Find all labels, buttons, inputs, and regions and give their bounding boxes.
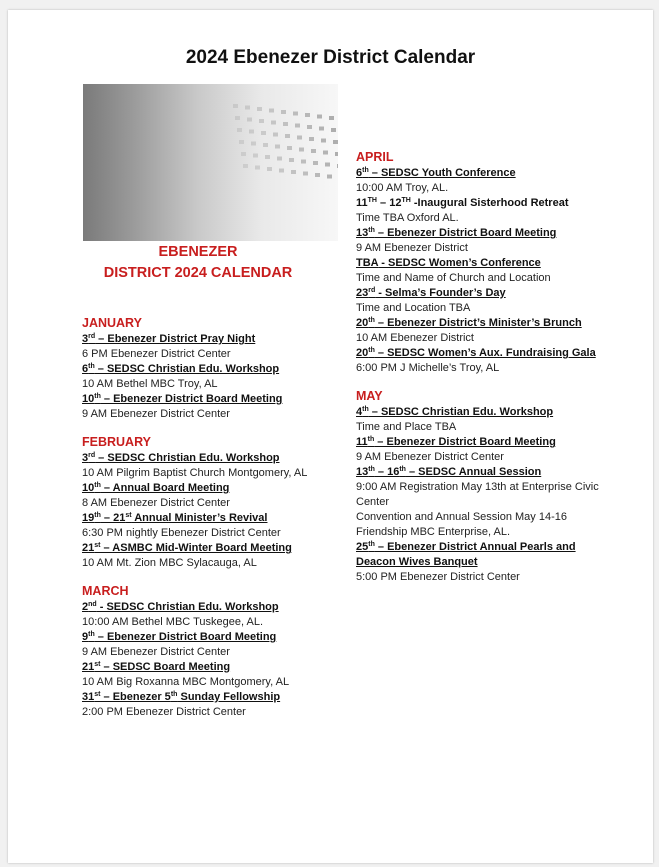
event-title [82, 392, 342, 407]
event-day: TBA [356, 257, 379, 269]
event-day: 13 [356, 466, 369, 478]
event-day: 4 [356, 406, 363, 418]
event-name: – Ebenezer District’s Minister’s Brunch [374, 317, 582, 329]
event-title [82, 451, 342, 466]
event-title [82, 600, 342, 615]
event-title [82, 690, 342, 705]
event-title [82, 332, 342, 347]
event-day: 10 [82, 482, 95, 494]
event-detail: 9:00 AM Registration May 13th at Enterprise Civic Center [356, 481, 599, 508]
event-end-day-suffix: st [125, 512, 132, 519]
event-title [82, 630, 342, 645]
event-name: – Ebenezer 5 [100, 691, 171, 703]
event-name: - Selma’s Founder’s Day [375, 287, 506, 299]
event-day: 31 [82, 691, 95, 703]
event-day-suffix: th [368, 466, 375, 473]
event-detail: 10 AM Pilgrim Baptist Church Montgomery, AL [82, 467, 308, 479]
event-detail: 8 AM Ebenezer District Center [82, 497, 230, 509]
event-title [82, 541, 342, 556]
event-day-suffix: rd [88, 333, 96, 340]
event-day-suffix: th [362, 167, 369, 174]
left-column [82, 316, 342, 720]
event-day-suffix: st [94, 661, 101, 668]
event-name: – Ebenezer District Board Meeting [100, 393, 283, 405]
event-title [356, 286, 611, 301]
month-spacer [82, 571, 342, 584]
event-title [82, 660, 342, 675]
event-name: – SEDSC Christian Edu. Workshop [368, 406, 554, 418]
event-day-suffix: th [88, 363, 95, 370]
month-heading: MARCH [82, 584, 129, 598]
event-detail: 10 AM Mt. Zion MBC Sylacauga, AL [82, 557, 257, 569]
event-detail: Time and Location TBA [356, 302, 471, 314]
event-title [82, 481, 342, 496]
month-heading: JANUARY [82, 316, 142, 330]
event-detail: 5:00 PM Ebenezer District Center [356, 571, 520, 583]
event-end-day-suffix: th [170, 691, 178, 698]
event-day-suffix: th [368, 227, 375, 234]
event-day-suffix: st [94, 542, 101, 549]
event-day-suffix: th [88, 631, 95, 638]
event-detail: 9 AM Ebenezer District [356, 242, 468, 254]
event-day-suffix: st [94, 691, 101, 698]
event-title [356, 316, 611, 331]
event-name-cont: Annual Minister’s Revival [131, 512, 268, 524]
event-name: – Ebenezer District Board Meeting [374, 436, 556, 448]
event-detail: 10:00 AM Bethel MBC Tuskegee, AL. [82, 616, 263, 628]
calendar-photo [83, 84, 338, 241]
event-day-suffix: th [368, 347, 375, 354]
event-day: 3 [82, 333, 89, 345]
event-name: - SEDSC Christian Edu. Workshop [96, 601, 279, 613]
calendar-heading-line2: DISTRICT 2024 CALENDAR [103, 265, 293, 281]
event-day: 20 [356, 317, 369, 329]
month-heading: MAY [356, 389, 383, 403]
event-name: – SEDSC Board Meeting [100, 661, 231, 673]
event-name: – Ebenezer District Annual Pearls and Deacon Wives Banquet [356, 541, 576, 568]
event-detail: 9 AM Ebenezer District Center [82, 646, 230, 658]
month-heading: APRIL [356, 150, 394, 164]
event-day: 25 [356, 541, 369, 553]
event-detail: 9 AM Ebenezer District Center [356, 451, 504, 463]
month-spacer [82, 422, 342, 435]
event-title [356, 465, 611, 480]
event-detail: 6 PM Ebenezer District Center [82, 348, 231, 360]
event-detail: 10 AM Bethel MBC Troy, AL [82, 378, 218, 390]
event-title [356, 540, 611, 570]
event-name: – Ebenezer District Board Meeting [374, 227, 557, 239]
event-title [82, 362, 342, 377]
event-name: – 12 [376, 197, 402, 209]
event-title [356, 166, 611, 181]
event-name: – Annual Board Meeting [100, 482, 230, 494]
event-name: – ASMBC Mid-Winter Board Meeting [100, 542, 292, 554]
event-detail: 10:00 AM Troy, AL. [356, 182, 449, 194]
event-name: – SEDSC Women’s Aux. Fundraising Gala [374, 347, 596, 359]
event-day: 11 [356, 436, 368, 448]
event-day: 21 [82, 542, 95, 554]
event-day: 6 [82, 363, 89, 375]
event-title [356, 405, 611, 420]
event-day-suffix: th [367, 436, 375, 443]
event-day-suffix: TH [367, 197, 377, 204]
calendar-heading-line1: EBENEZER [158, 244, 238, 260]
event-name: – 21 [100, 512, 126, 524]
event-title [82, 511, 342, 526]
event-day: 11 [356, 197, 368, 209]
event-name-cont: -Inaugural Sisterhood Retreat [410, 197, 569, 209]
event-detail: 6:30 PM nightly Ebenezer District Center [82, 527, 281, 539]
event-day: 20 [356, 347, 369, 359]
event-detail: 6:00 PM J Michelle’s Troy, AL [356, 362, 500, 374]
event-day: 3 [82, 452, 89, 464]
month-heading: FEBRUARY [82, 435, 151, 449]
calendar-photo-grid [83, 84, 338, 241]
event-day-suffix: rd [368, 287, 376, 294]
event-title [356, 435, 611, 450]
event-day: 10 [82, 393, 95, 405]
event-name: – Ebenezer District Board Meeting [94, 631, 277, 643]
event-title [356, 226, 611, 241]
event-title [356, 256, 611, 271]
event-title [356, 346, 611, 361]
event-day-suffix: rd [88, 452, 96, 459]
event-day: 21 [82, 661, 95, 673]
event-name: – SEDSC Youth Conference [368, 167, 516, 179]
event-name-cont: – SEDSC Annual Session [405, 466, 542, 478]
event-name-cont: Sunday Fellowship [177, 691, 281, 703]
event-day: 13 [356, 227, 369, 239]
event-name: – SEDSC Christian Edu. Workshop [95, 452, 280, 464]
document-page [8, 10, 653, 863]
event-detail: 10 AM Big Roxanna MBC Montgomery, AL [82, 676, 290, 688]
event-name: – 16 [374, 466, 400, 478]
event-day-suffix: th [94, 393, 101, 400]
right-column [356, 150, 611, 585]
event-detail: Time and Name of Church and Location [356, 272, 551, 284]
event-day: 23 [356, 287, 369, 299]
event-detail: 2:00 PM Ebenezer District Center [82, 706, 246, 718]
event-end-day-suffix: TH [401, 197, 411, 204]
event-day-suffix: nd [88, 601, 97, 608]
event-day: 2 [82, 601, 89, 613]
event-day-suffix: th [368, 541, 375, 548]
event-detail: Convention and Annual Session May 14-16 Friendship MBC Enterprise, AL. [356, 511, 567, 538]
event-day-suffix: th [362, 406, 369, 413]
event-day-suffix: th [94, 482, 101, 489]
event-detail: Time and Place TBA [356, 421, 457, 433]
event-day-suffix: th [94, 512, 101, 519]
event-name: - SEDSC Women’s Conference [378, 257, 541, 269]
event-name: – SEDSC Christian Edu. Workshop [94, 363, 280, 375]
event-day: 19 [82, 512, 95, 524]
event-name: – Ebenezer District Pray Night [95, 333, 256, 345]
event-detail: Time TBA Oxford AL. [356, 212, 459, 224]
event-detail: 9 AM Ebenezer District Center [82, 408, 230, 420]
event-detail: 10 AM Ebenezer District [356, 332, 474, 344]
event-end-day-suffix: th [399, 466, 406, 473]
month-spacer [356, 376, 611, 389]
event-day: 6 [356, 167, 363, 179]
event-title [356, 196, 611, 211]
event-day-suffix: th [368, 317, 375, 324]
event-day: 9 [82, 631, 89, 643]
page-title: 2024 Ebenezer District Calendar [185, 47, 476, 68]
